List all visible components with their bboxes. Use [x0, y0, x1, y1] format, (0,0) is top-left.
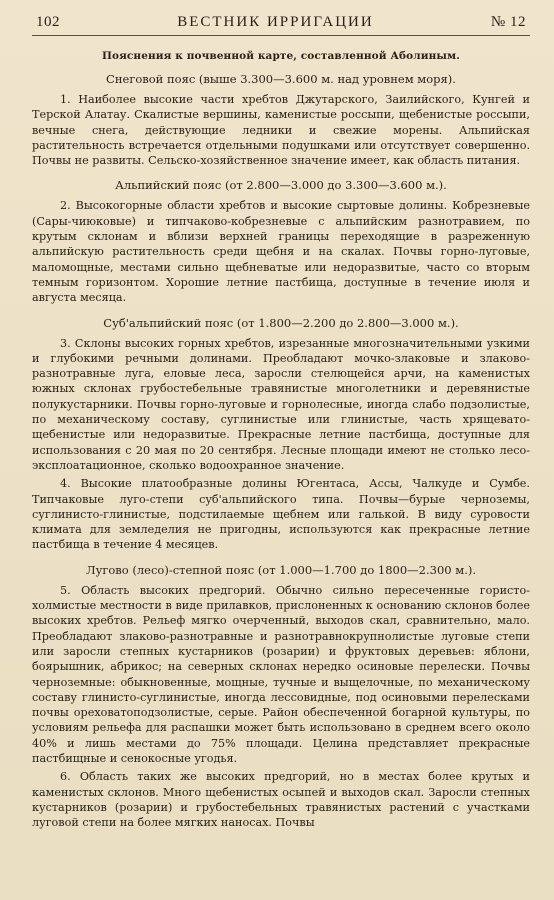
- journal-title: ВЕСТНИК ИРРИГАЦИИ: [177, 14, 374, 30]
- paragraph-4: 4. Высокие платообразные долины Югентаса, Ассы, Чалкуде и Сумбе. Типчаковые луго-степи суб'альпийского типа. Почвы—бурые черноземы, суглинисто-глинистые, подстилаемые щебнем или галькой. В виду суровости климата для земледелия не пригодны, используются как прекрасные летние пастбища в течение 4 месяцев.: [32, 477, 530, 552]
- section-title: Пояснения к почвенной карте, составленной Аболиным.: [101, 50, 461, 62]
- belt-heading-snow: Снеговой пояс (выше 3.300—3.600 м. над уровнем моря).: [106, 72, 456, 86]
- belt-heading-meadow-steppe: Лугово (лесо)-степной пояс (от 1.000—1.700 до 1800—2.300 м.).: [86, 562, 476, 577]
- paragraph-1: 1. Наиболее высокие части хребтов Джутарского, Заилийского, Кунгей и Терской Алатау. Скалистые вершины, каменистые россыпи, щебенистые россыпи, вечные снега, действующие ледники и свежие морены. Альпийская растительность встречается отдельными подушками или отсутствует совершенно. Почвы не развиты. Сельско-хозяйственное значение имеет, как область питания.: [32, 93, 530, 168]
- paragraph-2: 2. Высокогорные области хребтов и высокие сыртовые долины. Кобрезневые (Сары-чиюковые) и типчаково-кобрезневые с альпийским разнотравием, по крутым склонам и вблизи верхней границы переходящие в разреженную альпийскую растительность среди щебня и на скалах. Почвы горно-луговые, маломощные, местами сильно щебневатые или недоразвитые, часто со вторым темным горизонтом. Хорошие летние пастбища, доступные в течение июля и августа месяца.: [32, 199, 530, 305]
- paragraph-3: 3. Склоны высоких горных хребтов, изрезанные многозначительными узкими и глубокими речными долинами. Преобладают мочко-злаковые и злаково-разнотравные луга, еловые леса, заросли стелющейся арчи, на каменистых южных склонах грубостебельные травянистые многолетники и деревянистые полукустарники. Почвы горно-луговые и горнолесные, иногда слабо подзолистые, по механическому составу, суглинистые или глинистые, часть хрящевато-щебенистые или недоразвитые. Прекрасные летние пастбища, доступные для использования с 20 мая по 20 сентября. Лесные площади имеют не столько лесо-эксплоатационное, сколько водоохранное значение.: [32, 336, 530, 472]
- paragraph-6: 6. Область таких же высоких предгорий, но в местах более крутых и каменистых склонов. Много щебенистых осыпей и выходов скал. Заросли степных кустарников (розарии) и грубостебельных травянистых растений с участками луговой степи на более мягких наносах. Почвы: [32, 770, 530, 830]
- running-header: [32, 14, 530, 36]
- issue-number: № 12: [490, 14, 526, 30]
- page-number: 102: [36, 14, 60, 30]
- belt-heading-alpine: Альпийский пояс (от 2.800—3.000 до 3.300—3.600 м.).: [115, 178, 447, 193]
- paragraph-5: 5. Область высоких предгорий. Обычно сильно пересеченные гористо-холмистые местности в виде прилавков, прислоненных к основанию склонов более высоких хребтов. Рельеф мягко очерченный, выходов скал, сравнительно, мало. Преобладают злаково-разнотравные и разнотравнокрупнолистые луговые степи или заросли степных кустарников (розарии) и фруктовых деревьев: яблони, боярышник, абрикос; на северных склонах нередко осиновые перелески. Почвы черноземные: обыкновенные, мощные, тучные и выщелочные, по механическому составу глинисто-суглинистые, иногда лессовидные, под осиновыми перелесками почвы ореховатоподзолистые, серые. Район обеспеченной богарной культуры, по условиям рельефа для распашки может быть использовано в среднем всего около 40% и лишь местами до 75% площади. Целина представляет прекрасные пастбищные и сенокосные угодья.: [32, 583, 530, 765]
- belt-heading-subalpine: Суб'альпийский пояс (от 1.800—2.200 до 2.800—3.000 м.).: [103, 315, 459, 330]
